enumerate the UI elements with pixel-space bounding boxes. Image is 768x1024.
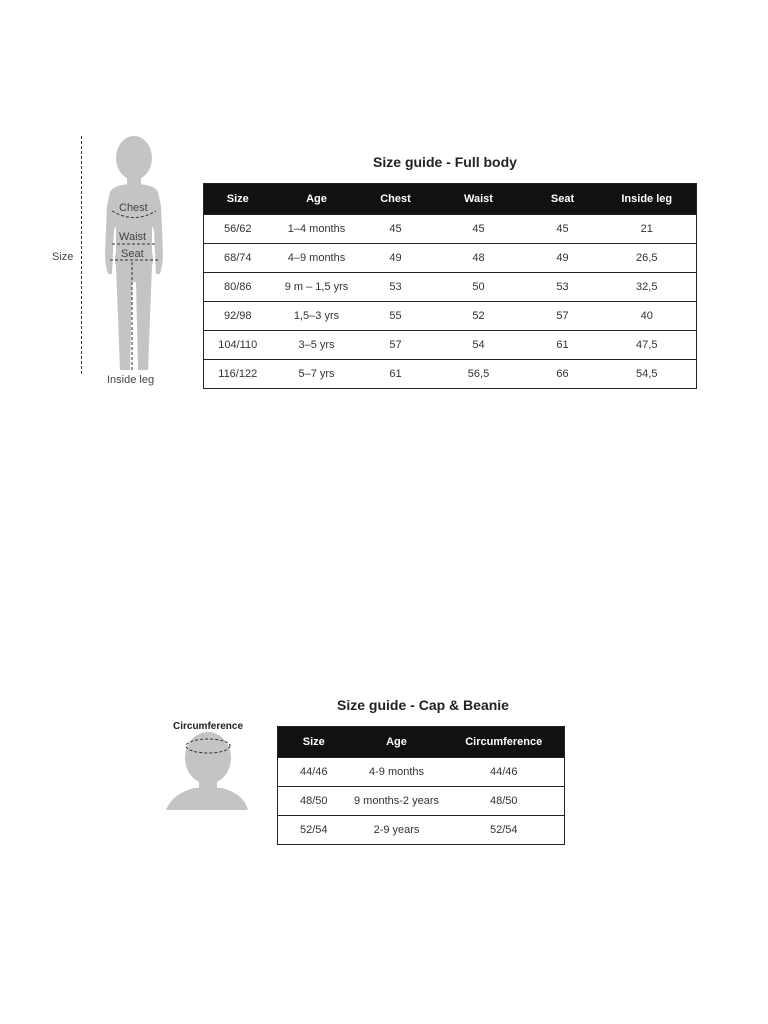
header-waist: Waist — [430, 184, 528, 215]
cell-seat: 45 — [528, 215, 598, 244]
cell-size: 104/110 — [204, 331, 272, 360]
cell-waist: 50 — [430, 273, 528, 302]
cell-chest: 49 — [362, 244, 430, 273]
table-row — [278, 787, 565, 816]
cell-size: 92/98 — [204, 302, 272, 331]
table-header-row — [204, 184, 697, 215]
cell-inside-leg: 47,5 — [598, 331, 697, 360]
header-age: Age — [350, 727, 444, 758]
cell-chest: 53 — [362, 273, 430, 302]
cell-chest: 61 — [362, 360, 430, 389]
full-body-title: Size guide - Full body — [373, 154, 517, 170]
table-row — [278, 816, 565, 845]
table-header-row — [278, 727, 565, 758]
table-row — [278, 758, 565, 787]
waist-label: Waist — [119, 231, 147, 243]
header-circumference: Circumference — [444, 727, 565, 758]
cell-chest: 45 — [362, 215, 430, 244]
cell-chest: 55 — [362, 302, 430, 331]
cell-seat: 66 — [528, 360, 598, 389]
cell-seat: 53 — [528, 273, 598, 302]
cell-seat: 57 — [528, 302, 598, 331]
table-row — [204, 273, 697, 302]
cell-size: 116/122 — [204, 360, 272, 389]
table-row — [204, 244, 697, 273]
cell-size: 44/46 — [278, 758, 350, 787]
cell-inside-leg: 21 — [598, 215, 697, 244]
cell-waist: 48 — [430, 244, 528, 273]
header-size: Size — [278, 727, 350, 758]
size-measure-line — [81, 136, 82, 374]
cell-age: 1–4 months — [272, 215, 362, 244]
cell-age: 1,5–3 yrs — [272, 302, 362, 331]
cell-size: 68/74 — [204, 244, 272, 273]
cell-circumference: 52/54 — [444, 816, 565, 845]
cell-age: 9 months-2 years — [350, 787, 444, 816]
cell-seat: 61 — [528, 331, 598, 360]
cell-waist: 52 — [430, 302, 528, 331]
cell-size: 56/62 — [204, 215, 272, 244]
header-age: Age — [272, 184, 362, 215]
seat-label: Seat — [121, 248, 144, 260]
cell-inside-leg: 54,5 — [598, 360, 697, 389]
cell-waist: 56,5 — [430, 360, 528, 389]
size-label: Size — [52, 251, 74, 263]
cell-age: 4-9 months — [350, 758, 444, 787]
cell-size: 48/50 — [278, 787, 350, 816]
cell-circumference: 44/46 — [444, 758, 565, 787]
cell-inside-leg: 32,5 — [598, 273, 697, 302]
cell-size: 52/54 — [278, 816, 350, 845]
cell-inside-leg: 40 — [598, 302, 697, 331]
cell-age: 4–9 months — [272, 244, 362, 273]
head-figure — [166, 730, 248, 810]
cell-age: 5–7 yrs — [272, 360, 362, 389]
cell-inside-leg: 26,5 — [598, 244, 697, 273]
header-chest: Chest — [362, 184, 430, 215]
cell-age: 9 m – 1,5 yrs — [272, 273, 362, 302]
chest-label: Chest — [119, 202, 148, 214]
header-seat: Seat — [528, 184, 598, 215]
inside-leg-label: Inside leg — [107, 374, 155, 386]
header-size: Size — [204, 184, 272, 215]
circumference-label: Circumference — [173, 721, 244, 732]
full-body-size-table — [203, 183, 697, 389]
table-row — [204, 331, 697, 360]
header-inside-leg: Inside leg — [598, 184, 697, 215]
cell-seat: 49 — [528, 244, 598, 273]
table-row — [204, 360, 697, 389]
cell-age: 2-9 years — [350, 816, 444, 845]
table-row — [204, 215, 697, 244]
cell-chest: 57 — [362, 331, 430, 360]
cap-beanie-title: Size guide - Cap & Beanie — [337, 697, 509, 713]
cell-age: 3–5 yrs — [272, 331, 362, 360]
cell-waist: 45 — [430, 215, 528, 244]
cap-beanie-size-table — [277, 726, 565, 845]
cell-size: 80/86 — [204, 273, 272, 302]
cell-waist: 54 — [430, 331, 528, 360]
cell-circumference: 48/50 — [444, 787, 565, 816]
table-row — [204, 302, 697, 331]
